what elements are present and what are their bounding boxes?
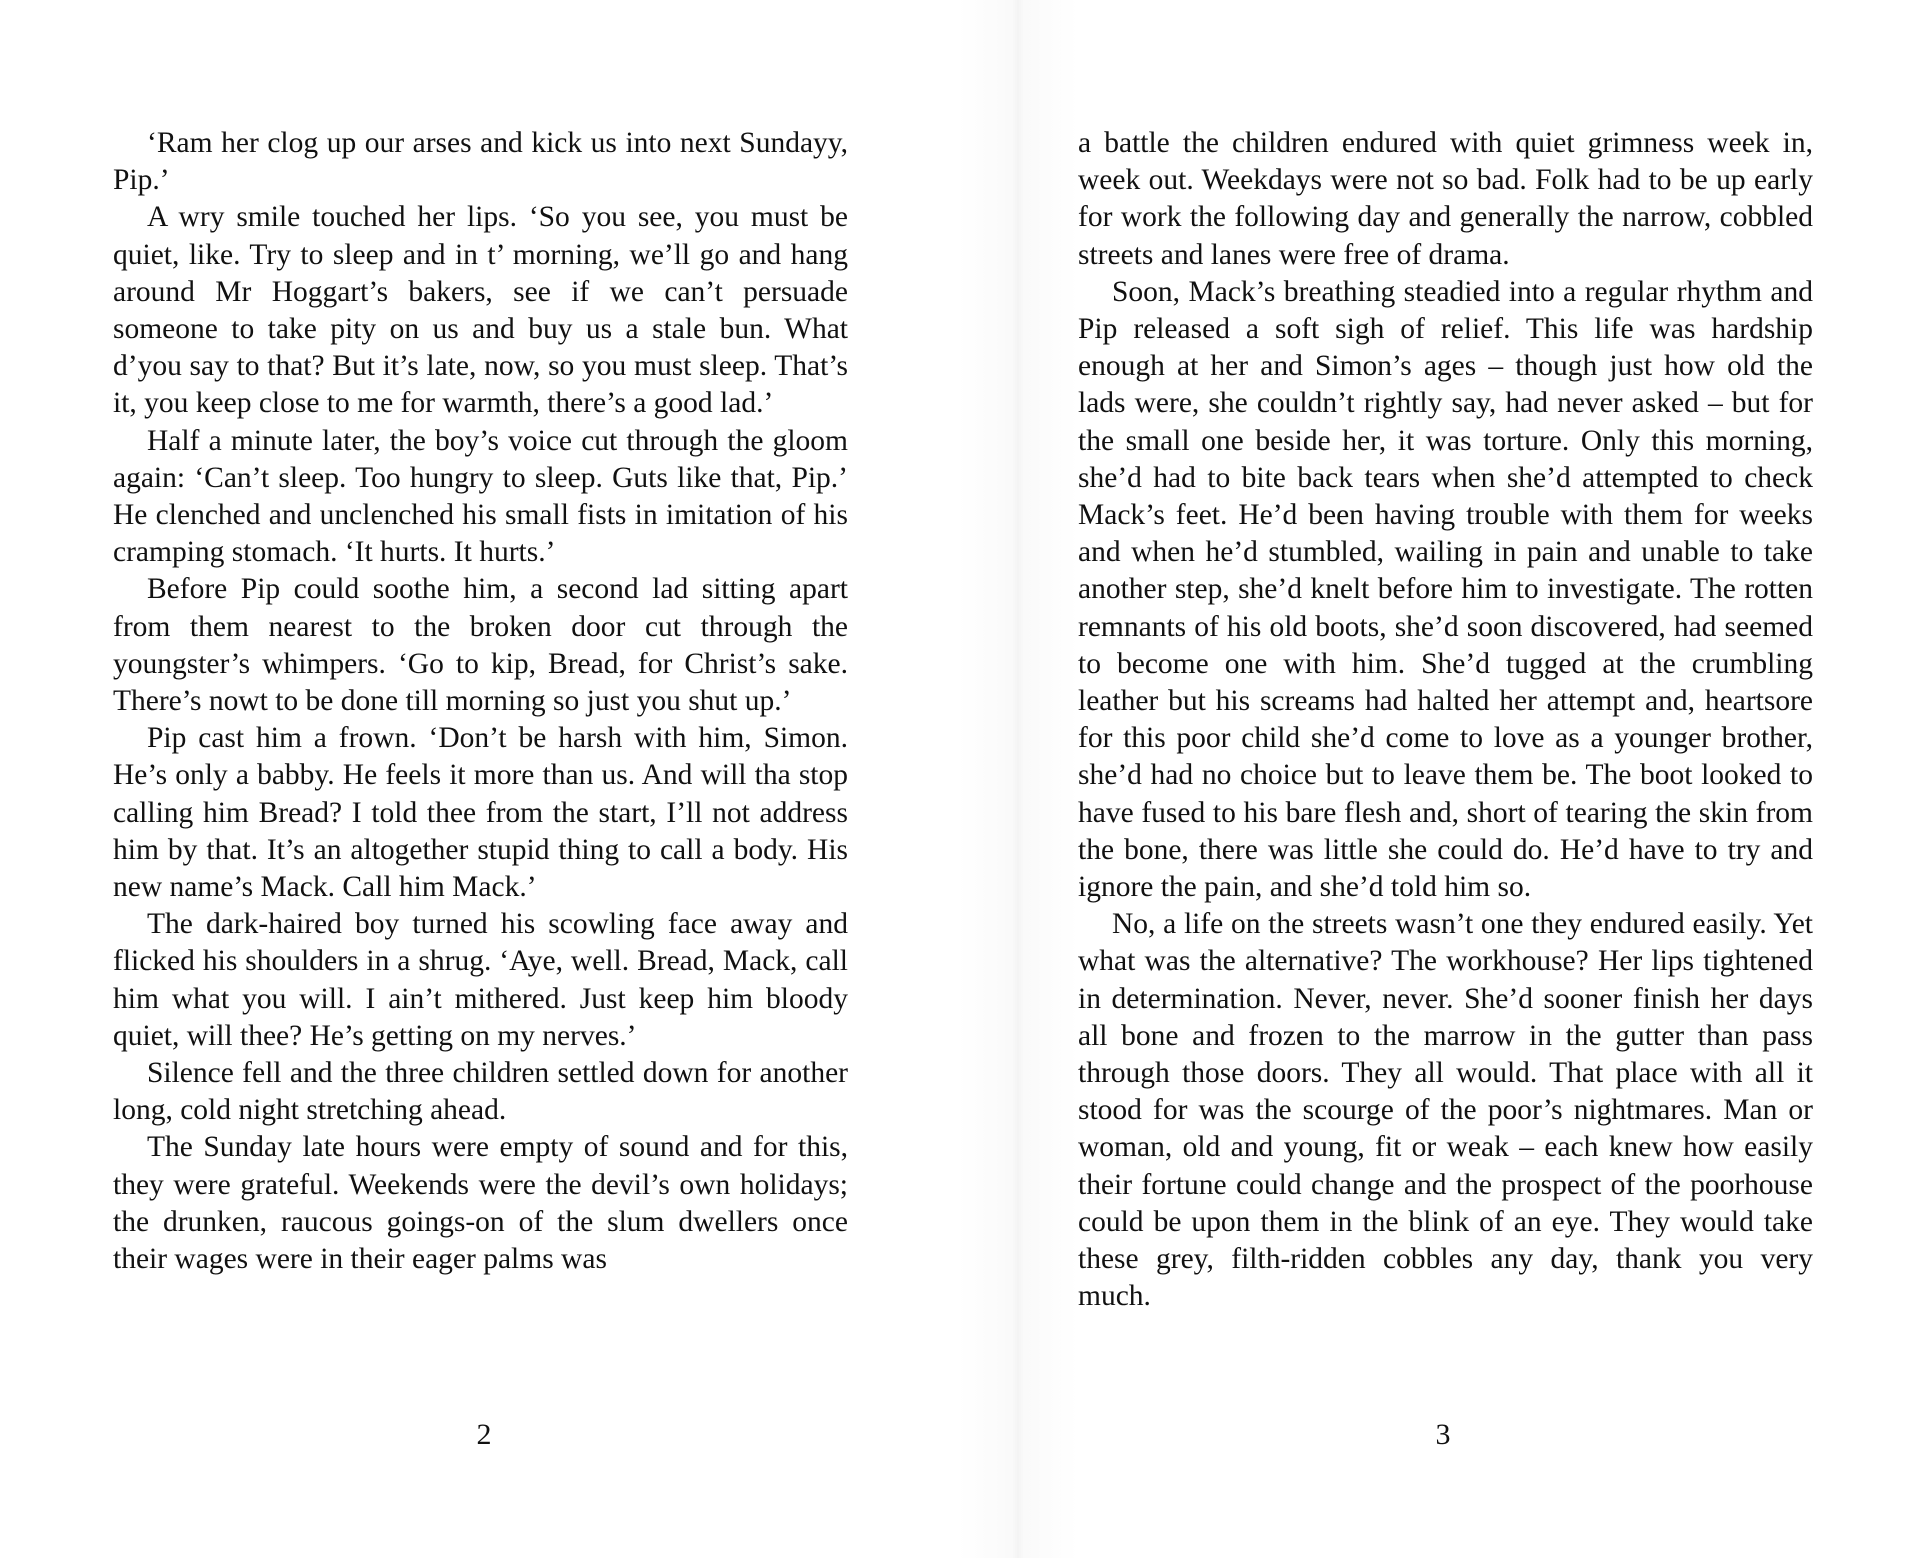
paragraph: Silence fell and the three children settled down for another long, cold night stretching ahead. bbox=[113, 1057, 848, 1127]
paragraph: Before Pip could soothe him, a second lad sitting apart from them nearest to the broken door cut through the youngster’s whimpers. ‘Go to kip, Bread, for Christ’s sake. There’s nowt to be done till morning so just you shut up.’ bbox=[113, 573, 848, 718]
paragraph: Soon, Mack’s breathing steadied into a regular rhythm and Pip released a soft sigh of relief. This life was hardship enough at her and Simon’s ages – though just how old the lads were, she couldn’t rightly say, had never asked – but for the small one beside her, it was torture. Only this morning, she’d had to bite back tears when she’d attempted to check Mack’s feet. He’d been having trouble with them for weeks and when he’d stumbled, wailing in pain and unable to take another step, she’d knelt before him to investigate. The rotten remnants of his old boots, she’d soon discovered, had seemed to become one with him. She’d tugged at the crumbling leather but his screams had halted her attempt and, heartsore for this poor child she’d come to love as a younger brother, she’d had no choice but to leave them be. The boot looked to have fused to his bare flesh and, short of tearing the skin from the bone, there was little she could do. He’d have to try and ignore the pain, and she’d told him so. bbox=[1078, 275, 1813, 904]
paragraph: a battle the children endured with quiet grimness week in, week out. Weekdays were not so bad. Folk had to be up early for work the following day and generally the narrow, cobbled streets and lanes were free of drama. bbox=[1078, 127, 1813, 271]
paragraph: Pip cast him a frown. ‘Don’t be harsh with him, Simon. He’s only a babby. He feels it more than us. And will tha stop calling him Bread? I told thee from the start, I’ll not address him by that. It’s an altogether stupid thing to call a body. His new name’s Mack. Call him Mack.’ bbox=[113, 722, 848, 904]
page-number-left: 2 bbox=[476, 1418, 492, 1451]
paragraph: Half a minute later, the boy’s voice cut through the gloom again: ‘Can’t sleep. Too hungry to sleep. Guts like that, Pip.’ He clenched and unclenched his small fists in imitation of his cramping stomach. ‘It hurts. It hurts.’ bbox=[113, 424, 848, 569]
paragraph: The dark-haired boy turned his scowling face away and flicked his shoulders in a shrug. ‘Aye, well. Bread, Mack, call him what you will. I ain’t mithered. Just keep him bloody quiet, will thee? He’s getting on my nerves.’ bbox=[113, 908, 848, 1052]
left-page-text bbox=[113, 125, 848, 1278]
paragraph: A wry smile touched her lips. ‘So you see, you must be quiet, like. Try to sleep and in t’ morning, we’ll go and hang around Mr Hoggart’s bakers, see if we can’t persuade someone to take pity on us and buy us a stale bun. What d’you say to that? But it’s late, now, so you must sleep. That’s it, you keep close to me for warmth, there’s a good lad.’ bbox=[113, 201, 848, 420]
book-gutter bbox=[958, 0, 1078, 1558]
paragraph: No, a life on the streets wasn’t one they endured easily. Yet what was the alternative? The workhouse? Her lips tightened in determination. Never, never. She’d sooner finish her days all bone and frozen to the marrow in the gutter than pass through those doors. They all would. That place with all it stood for was the scourge of the poor’s nightmares. Man or woman, old and young, fit or weak – each knew how easily their fortune could change and the prospect of the poorhouse could be upon them in the blink of an eye. They would take these grey, filth-ridden cobbles any day, thank you very much. bbox=[1078, 908, 1813, 1313]
right-page-text bbox=[1078, 125, 1813, 1316]
paragraph: The Sunday late hours were empty of sound and for this, they were grateful. Weekends were the devil’s own holidays; the drunken, raucous goings-on of the slum dwellers once their wages were in their eager palms was bbox=[113, 1131, 848, 1276]
page-number-right: 3 bbox=[1435, 1418, 1451, 1451]
paragraph: ‘Ram her clog up our arses and kick us into next Sundayy, Pip.’ bbox=[113, 127, 848, 197]
